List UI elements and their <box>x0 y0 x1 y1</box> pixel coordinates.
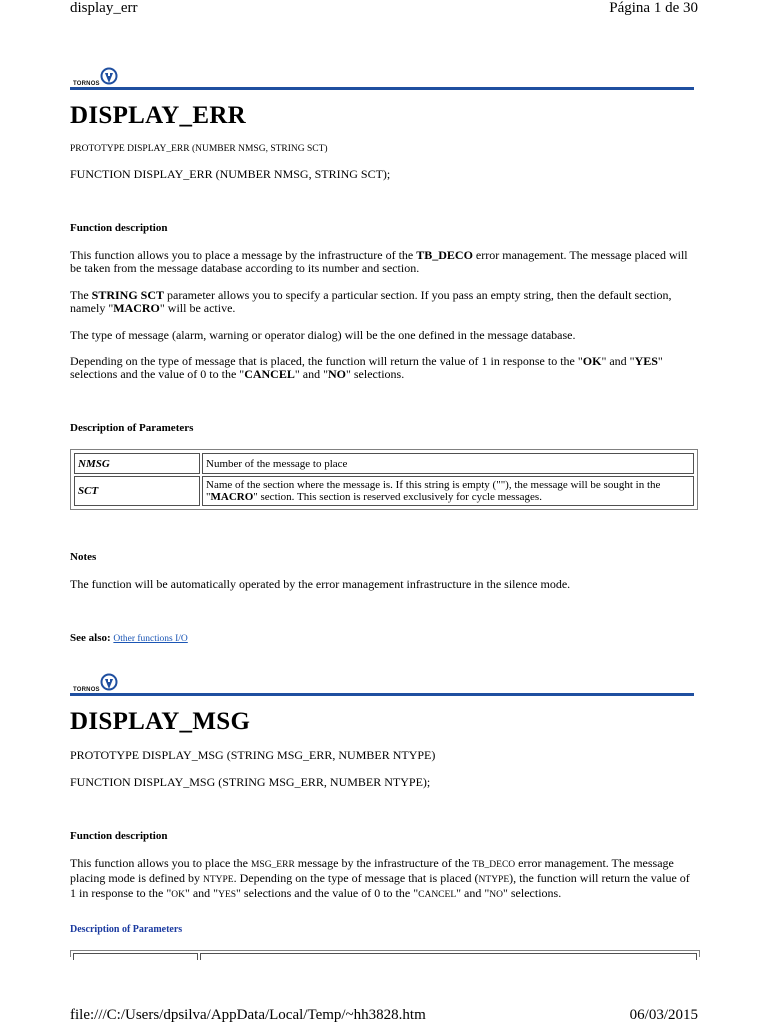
page-footer-date: 06/03/2015 <box>629 1007 698 1023</box>
param-desc-nmsg: Number of the message to place <box>202 453 694 474</box>
section-title-display-msg: DISPLAY_MSG <box>70 708 251 735</box>
tornos-logo-text: TORNOS <box>73 81 100 87</box>
table-row <box>74 476 694 506</box>
page-header-title: display_err <box>70 0 138 16</box>
tornos-logo <box>73 673 119 693</box>
param-name-nmsg: NMSG <box>74 453 200 474</box>
table-cell <box>73 953 198 960</box>
function-description-paragraph-display-msg: This function allows you to place the MSG_ERR message by the infrastructure of the TB_DECO error management. The message placing mode is defined by NTYPE. Depending on the type of message that is placed (NTYPE), the function will return the value of 1 in response to the "OK" and "YES" selections and the value of 0 to the "CANCEL" and "NO" selections. <box>70 856 690 900</box>
see-also-label: See also: <box>70 632 111 644</box>
see-also <box>70 632 188 644</box>
tornos-logo-mark-icon <box>100 67 118 85</box>
notes-heading: Notes <box>70 551 97 563</box>
section-divider-rule <box>70 87 694 90</box>
parameters-table-partial <box>70 950 700 957</box>
function-description-heading: Function description <box>70 830 168 842</box>
notes-text: The function will be automatically operated by the error management infrastructure in the silence mode. <box>70 577 571 591</box>
section-divider-rule <box>70 693 694 696</box>
section-title-display-err: DISPLAY_ERR <box>70 102 247 129</box>
parameters-table <box>70 449 698 510</box>
function-description-paragraph-2: The STRING SCT parameter allows you to specify a particular section. If you pass an empty string, then the default section, namely "MACRO" will be active. <box>70 288 672 315</box>
function-description-paragraph-3: The type of message (alarm, warning or operator dialog) will be the one defined in the message database. <box>70 328 576 342</box>
param-desc-sct: Name of the section where the message is. If this string is empty (""), the message will be sought in the "MACRO" section. This section is reserved exclusively for cycle messages. <box>202 476 694 506</box>
tornos-logo-text: TORNOS <box>73 687 100 693</box>
page-footer-file-path: file:///C:/Users/dpsilva/AppData/Local/Temp/~hh3828.htm <box>70 1007 426 1023</box>
table-row <box>74 453 694 474</box>
tornos-logo <box>73 67 119 87</box>
page-header-page-number: Página 1 de 30 <box>609 0 698 16</box>
table-cell <box>200 953 697 960</box>
parameters-heading: Description of Parameters <box>70 422 194 434</box>
param-name-sct: SCT <box>74 476 200 506</box>
prototype-display-msg: PROTOTYPE DISPLAY_MSG (STRING MSG_ERR, NUMBER NTYPE) <box>70 748 436 762</box>
function-signature-display-err: FUNCTION DISPLAY_ERR (NUMBER NMSG, STRING SCT); <box>70 167 391 181</box>
function-signature-display-msg: FUNCTION DISPLAY_MSG (STRING MSG_ERR, NUMBER NTYPE); <box>70 775 431 789</box>
function-description-heading: Function description <box>70 222 168 234</box>
other-functions-io-link[interactable]: Other functions I/O <box>113 634 188 644</box>
tornos-logo-mark-icon <box>100 673 118 691</box>
function-description-paragraph-1: This function allows you to place a message by the infrastructure of the TB_DECO error management. The message placed will be taken from the message database according to its number and section. <box>70 248 688 275</box>
parameters-heading: Description of Parameters <box>70 924 183 935</box>
function-description-paragraph-4: Depending on the type of message that is placed, the function will return the value of 1 in response to the "OK" and "YES" selections and the value of 0 to the "CANCEL" and "NO" selections. <box>70 354 663 381</box>
prototype-display-err: PROTOTYPE DISPLAY_ERR (NUMBER NMSG, STRING SCT) <box>70 144 328 154</box>
